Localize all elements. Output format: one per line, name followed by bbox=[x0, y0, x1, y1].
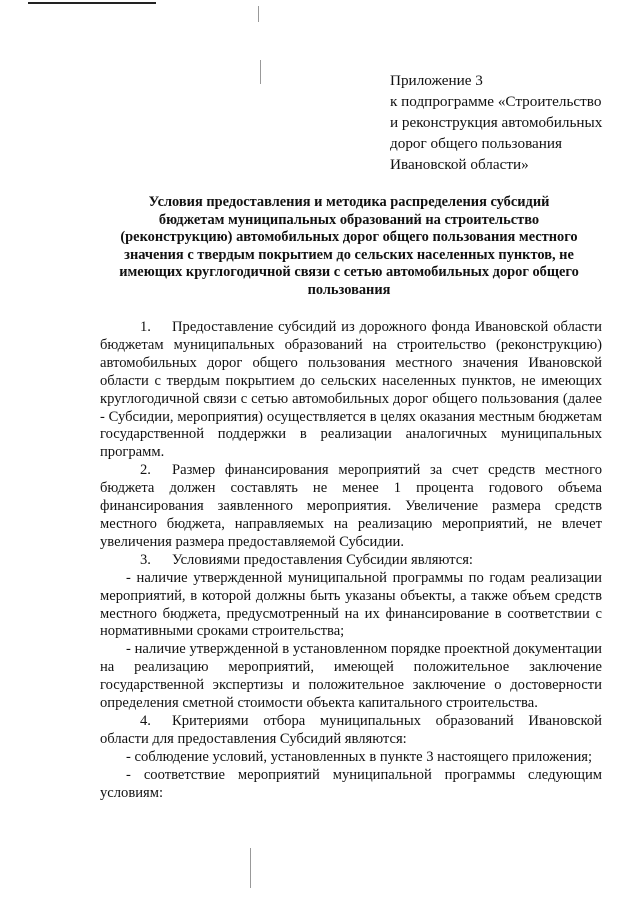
list-dash: - bbox=[126, 748, 131, 765]
scan-mark bbox=[250, 848, 251, 888]
paragraph-text: Критериями отбора муниципальных образований Ивановской области для предоставления Субсидий являются: bbox=[100, 712, 602, 747]
appendix-header bbox=[390, 70, 626, 175]
appendix-line: Ивановской области» bbox=[390, 156, 529, 173]
document-body bbox=[100, 319, 602, 802]
appendix-line: и реконструкция автомобильных bbox=[390, 114, 603, 131]
paragraph-2 bbox=[100, 462, 602, 552]
list-item-text: наличие утвержденной муниципальной программы по годам реализации мероприятий, в которой должны быть указаны объекты, а также объем средств местного бюджета, предусмотренный на их финансирование в соответствии с нормативными сроками строительства; bbox=[100, 569, 602, 640]
list-dash: - bbox=[126, 766, 131, 783]
title-line: Условия предоставления и методика распределения субсидий bbox=[148, 194, 550, 210]
document-title bbox=[92, 194, 606, 300]
list-dash: - bbox=[126, 641, 131, 658]
title-line: значения с твердым покрытием до сельских населенных пунктов, не bbox=[124, 246, 574, 263]
paragraph-1 bbox=[100, 319, 602, 462]
list-dash: - bbox=[126, 569, 131, 586]
title-line: (реконструкцию) автомобильных дорог общего пользования местного bbox=[120, 229, 578, 246]
title-line: пользования bbox=[307, 281, 391, 298]
list-item-text: соответствие мероприятий муниципальной программы следующим условиям: bbox=[100, 766, 603, 801]
paragraph-text: Условиями предоставления Субсидии являются: bbox=[172, 551, 473, 568]
paragraph-4 bbox=[100, 713, 602, 749]
paragraph-number: 2. bbox=[140, 462, 151, 479]
appendix-line: Приложение 3 bbox=[390, 72, 483, 89]
list-item bbox=[100, 570, 602, 642]
top-rule bbox=[28, 2, 156, 4]
paragraph-number: 3. bbox=[140, 551, 151, 568]
scan-mark bbox=[260, 60, 261, 84]
title-line: бюджетам муниципальных образований на строительство bbox=[158, 211, 540, 228]
scan-mark bbox=[258, 6, 259, 22]
paragraph-3 bbox=[100, 552, 602, 570]
paragraph-number: 4. bbox=[140, 712, 151, 729]
appendix-line: дорог общего пользования bbox=[390, 135, 563, 152]
list-item bbox=[100, 767, 602, 803]
list-item-text: соблюдение условий, установленных в пункте 3 настоящего приложения; bbox=[134, 748, 593, 765]
list-item bbox=[100, 641, 602, 713]
list-item bbox=[100, 749, 602, 767]
appendix-line: к подпрограмме «Строительство bbox=[390, 93, 602, 110]
title-line: имеющих круглогодичной связи с сетью автомобильных дорог общего bbox=[119, 264, 579, 281]
paragraph-text: Размер финансирования мероприятий за счет средств местного бюджета должен составлять не менее 1 процента годового объема финансирования заявленного мероприятия. Увеличение размера средств местного бюджета, направляемых на реализацию мероприятий, не влечет увеличения размера предоставляемой Субсидии. bbox=[100, 462, 602, 550]
list-item-text: наличие утвержденной в установленном порядке проектной документации на реализацию мероприятий, имеющей положительное заключение государственной экспертизы и положительное заключение о достоверности определения сметной стоимости объекта капитального строительства. bbox=[100, 641, 602, 712]
paragraph-text: Предоставление субсидий из дорожного фонда Ивановской области бюджетам муниципальных образований на строительство (реконструкцию) автомобильных дорог общего пользования местного значения Ивановской области с твердым покрытием до сельских населенных пунктов, не имеющих круглогодичной связи с сетью автомобильных дорог общего пользования (далее - Субсидии, мероприятия) осуществляется в целях оказания местным бюджетам государственной поддержки в реализации аналогичных муниципальных программ. bbox=[100, 319, 602, 461]
paragraph-number: 1. bbox=[140, 319, 151, 335]
